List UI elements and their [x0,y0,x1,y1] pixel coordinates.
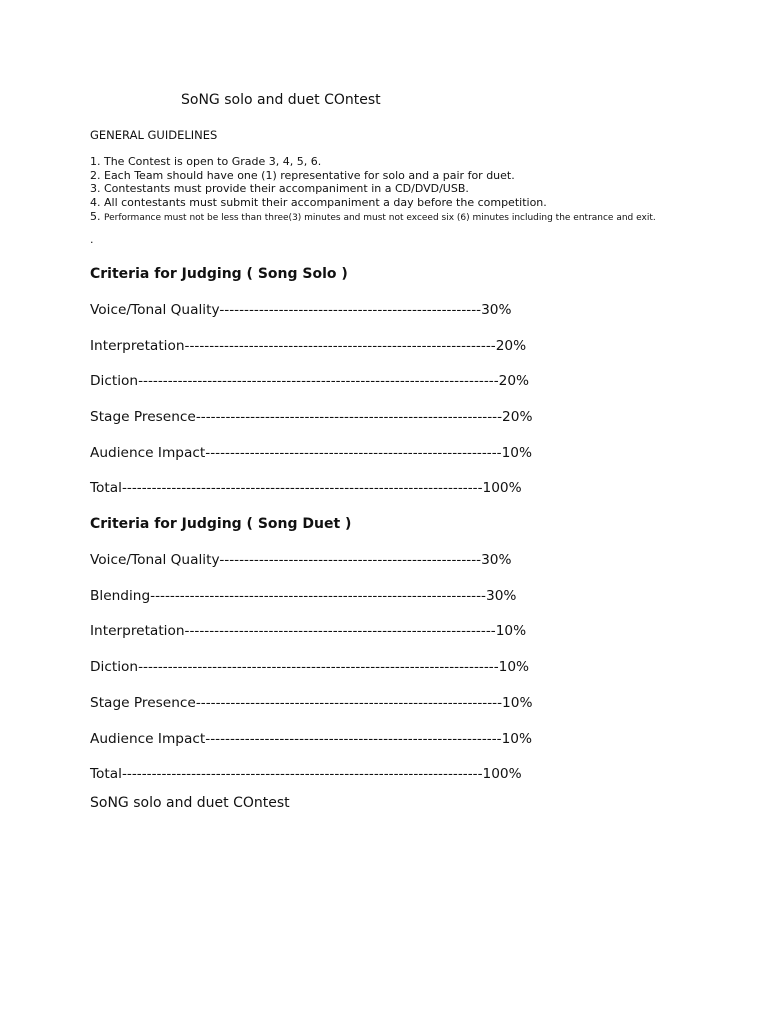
solo-criteria-row: Total-------------------------------------------------------------------------100% [90,480,522,496]
document-title: SoNG solo and duet COntest [181,92,381,108]
guideline-item: 2. Each Team should have one (1) representative for solo and a pair for duet. [90,168,515,182]
solo-criteria-row: Interpretation---------------------------------------------------------------20% [90,338,527,354]
duet-criteria-row: Interpretation---------------------------------------------------------------10% [90,623,527,639]
solo-criteria-heading: Criteria for Judging ( Song Solo ) [90,266,348,282]
guideline-item: 4. All contestants must submit their accompaniment a day before the competition. [90,196,547,210]
solo-criteria-row: Voice/Tonal Quality-----------------------------------------------------30% [90,302,512,318]
duet-criteria-row: Audience Impact------------------------------------------------------------10% [90,731,533,747]
guideline-text: Performance must not be less than three(3) minutes and must not exceed six (6) minutes including the entrance and exit. [104,212,656,223]
duet-criteria-heading: Criteria for Judging ( Song Duet ) [90,516,352,532]
guidelines-heading: GENERAL GUIDELINES [90,128,218,142]
solo-criteria-row: Audience Impact------------------------------------------------------------10% [90,445,533,461]
guidelines-list [90,155,656,226]
guideline-item: 1. The Contest is open to Grade 3, 4, 5, 6. [90,155,322,168]
guideline-item: 3. Contestants must provide their accompaniment in a CD/DVD/USB. [90,182,469,196]
footer-title: SoNG solo and duet COntest [90,795,290,811]
stray-mark: . [90,233,94,246]
duet-criteria-row: Total-------------------------------------------------------------------------100% [90,766,522,782]
guideline-number: 5. [90,209,101,223]
duet-criteria-row: Blending--------------------------------------------------------------------30% [90,588,517,604]
solo-criteria-row: Stage Presence--------------------------------------------------------------20% [90,409,533,425]
duet-criteria-row: Diction-------------------------------------------------------------------------10% [90,659,530,675]
guideline-item [90,210,656,226]
duet-criteria-row: Stage Presence--------------------------------------------------------------10% [90,695,533,711]
duet-criteria-row: Voice/Tonal Quality-----------------------------------------------------30% [90,552,512,568]
solo-criteria-row: Diction-------------------------------------------------------------------------20% [90,373,530,389]
